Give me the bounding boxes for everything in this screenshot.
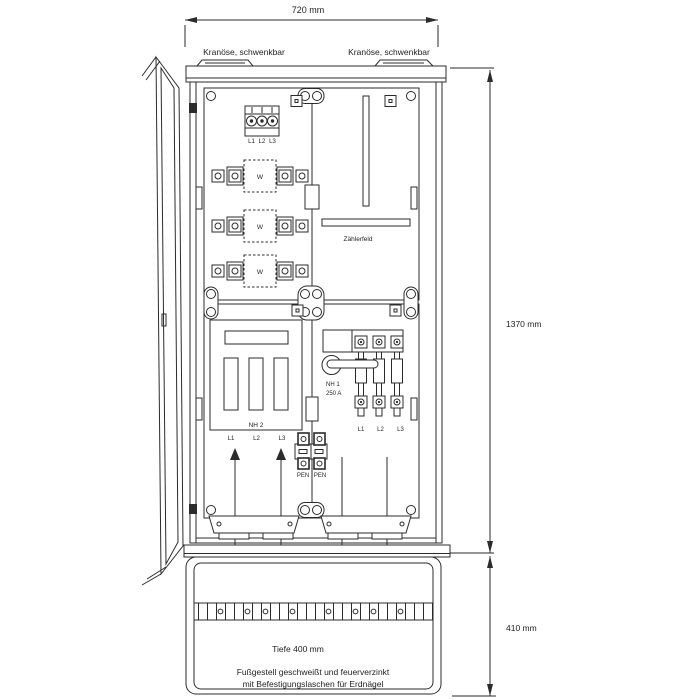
dimension-height-label: 1370 mm bbox=[506, 319, 542, 329]
nh2-fuse-switch bbox=[210, 320, 302, 442]
anchor-strip bbox=[194, 603, 433, 620]
nh2-label: NH 2 bbox=[248, 422, 264, 429]
depth-label: Tiefe 400 mm bbox=[272, 644, 324, 654]
meter-symbol-3: W bbox=[256, 269, 264, 276]
nh1-phase-l3: L3 bbox=[397, 427, 404, 433]
dimension-width-label: 720 mm bbox=[291, 5, 325, 15]
nh2-phase-l2: L2 bbox=[253, 436, 260, 442]
crane-eye-label-left: Kranöse, schwenkbar bbox=[203, 47, 285, 57]
dimension-height bbox=[450, 68, 541, 553]
nh1-phase-l2: L2 bbox=[377, 427, 384, 433]
door-hinge-top bbox=[189, 103, 197, 113]
dimension-width bbox=[185, 5, 438, 47]
footer-line-2: mit Befestigungslaschen für Erdnägel bbox=[242, 679, 384, 689]
supply-phase-l3: L3 bbox=[269, 139, 276, 145]
nh1-rating: 250 A bbox=[326, 391, 342, 397]
cabinet-door bbox=[142, 57, 183, 585]
crane-eye-label-right: Kranöse, schwenkbar bbox=[348, 47, 430, 57]
nh1-phase-l1: L1 bbox=[357, 427, 365, 433]
pen-label-left: PEN bbox=[296, 473, 310, 479]
supply-phase-l2: L2 bbox=[258, 139, 266, 145]
nh2-phase-l3: L3 bbox=[278, 436, 286, 442]
cabinet-lid bbox=[186, 66, 446, 82]
pen-label-right: PEN bbox=[313, 473, 327, 479]
crane-eye-right bbox=[375, 60, 433, 66]
dimension-base-height bbox=[450, 553, 537, 696]
footer-line-1: Fußgestell geschweißt und feuerverzinkt bbox=[236, 667, 390, 677]
door-hinge-bottom bbox=[189, 504, 197, 514]
meter-field-label: Zählerfeld bbox=[343, 236, 373, 243]
crane-eye-left bbox=[197, 60, 253, 66]
meter-symbol-1: W bbox=[256, 174, 264, 181]
meter-symbol-2: W bbox=[256, 224, 264, 231]
supply-phase-l1: L1 bbox=[248, 139, 255, 145]
dimension-base-label: 410 mm bbox=[506, 623, 537, 633]
base-pedestal bbox=[184, 545, 450, 694]
nh2-phase-l1: L1 bbox=[227, 436, 235, 442]
nh1-label: NH 1 bbox=[326, 382, 340, 388]
supply-terminal-block bbox=[245, 106, 279, 145]
